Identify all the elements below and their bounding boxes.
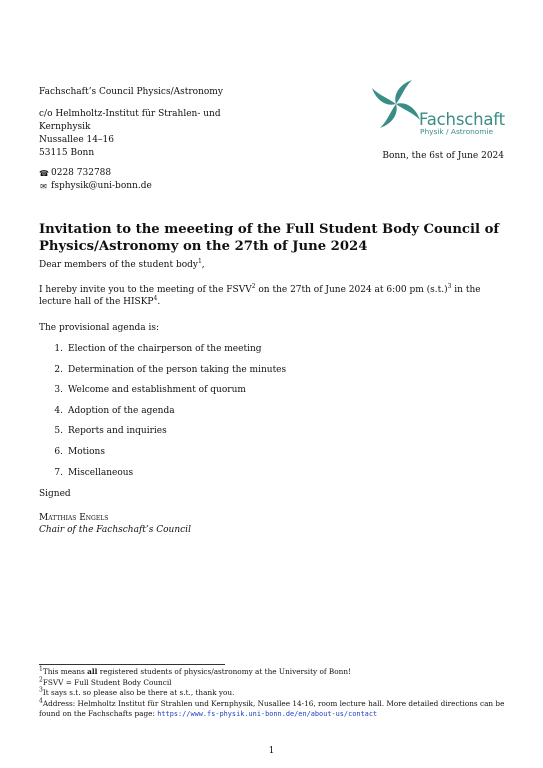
footnotes — [39, 667, 509, 720]
contact-info — [39, 167, 239, 193]
footnote-divider — [39, 664, 225, 665]
sender-city: 53115 Bonn — [39, 148, 95, 158]
invitation-paragraph: I hereby invite you to the meeting of the FSVV$^2$ on the 27th of June 2024 at 6:00 pm $(s.t.)^3$ in the lecture hall of the HISKP$^4$. — [39, 282, 481, 307]
agenda-item: 3. Welcome and establishment of quorum — [54, 385, 246, 396]
signed-label: Signed — [39, 489, 71, 500]
sender-co-line: c/o Helmholtz-Institut für Strahlen- und Kernphysik — [39, 109, 221, 132]
phone-number: 0228 732788 — [51, 168, 112, 178]
footnote-ref-1[interactable]: 1 — [197, 258, 202, 265]
agenda-intro: The provisional agenda is: — [39, 322, 160, 333]
footnote-4: $^4$Address: Helmholtz Institut für Strahlen und Kernphysik, Nusallee 14-16, room lecture hall. More detailed directions can be found on the Fachschafts page: https://www.fs-physik.uni-bonn.de/en/about-us/contact — [39, 697, 505, 718]
footnote-ref-2[interactable]: 2 — [251, 282, 256, 290]
footnote-ref-3[interactable]: 3 — [447, 282, 452, 290]
sender-org: Fachschaft’s Council Physics/Astronomy — [39, 87, 223, 97]
email-address[interactable]: fsphysik@uni-bonn.de — [51, 181, 152, 191]
agenda-item: 6. Motions — [54, 446, 105, 457]
agenda-item: 7. Miscellaneous — [54, 467, 134, 478]
signatory-role: Chair of the Fachschaft’s Council — [39, 525, 191, 536]
email-row — [39, 180, 239, 193]
footnote-1: $^1$This means all registered students of physics/astronomy at the University of Bonn! — [39, 665, 351, 676]
signatory-name: Matthias Engels — [39, 512, 109, 523]
telephone-icon: ☎ — [39, 169, 49, 178]
contact-page-link[interactable]: https://www.fs-physik.uni-bonn.de/en/about-us/contact — [157, 710, 378, 718]
agenda-item: 2. Determination of the person taking the minutes — [54, 364, 287, 375]
agenda-item: 4. Adoption of the agenda — [54, 405, 175, 416]
salutation: Dear members of the student body$^1$, — [39, 258, 205, 270]
logo-subtitle: Physik / Astronomie — [420, 127, 494, 136]
phone-row — [39, 167, 239, 180]
logo-wordmark: Fachschaft — [419, 110, 505, 129]
agenda-item: 1. Election of the chairperson of the meeting — [54, 344, 262, 354]
footnote-2: $^2$FSVV = Full Student Body Council — [39, 676, 172, 687]
letter-body — [39, 259, 505, 537]
agenda-item: 5. Reports and inquiries — [54, 426, 167, 437]
envelope-icon: ✉ — [40, 182, 47, 191]
letter-date: Bonn, the 6st of June 2024 — [382, 151, 504, 161]
sender-address-block — [39, 86, 239, 193]
letter-title: Invitation to the meeeting of the Full Student Body Council of Physics/Astronomy on the 27th of June 2024 — [39, 222, 500, 254]
page-number: 1 — [268, 746, 275, 756]
agenda-list — [39, 343, 505, 487]
sender-street: Nussallee 14–16 — [39, 135, 114, 145]
footnote-3: $^3$It says s.t. so please also be there at s.t., thank you. — [39, 686, 235, 697]
footnote-ref-4[interactable]: 4 — [153, 295, 158, 302]
